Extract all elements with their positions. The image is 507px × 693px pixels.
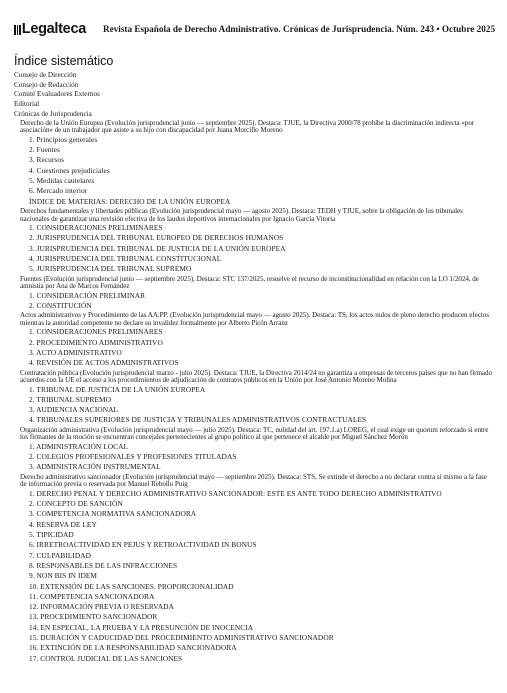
- page-title: Índice sistemático: [14, 54, 114, 68]
- toc-item[interactable]: 1. DERECHO PENAL Y DERECHO ADMINISTRATIVO SANCIONADOR: ESTE ES ANTE TODO DERECHO ADMINISTRATIVO: [29, 488, 442, 498]
- toc-item[interactable]: 10. EXTENSIÓN DE LAS SANCIONES. PROPORCIONALIDAD: [29, 581, 234, 591]
- chronicle-section: [14, 120, 494, 207]
- chronicle-link[interactable]: Derechos fundamentales y libertades públicas (Evolución jurisprudencial mayo — agosto 2025). Destaca: TEDH y TJUE, sobre la obligación de los tribunales nacionales de garantizar una revisión efectiva de los laudos deportivos internacionales por Ignacio García Vitoria: [20, 207, 463, 223]
- toc-item[interactable]: 4. RESERVA DE LEY: [29, 519, 97, 529]
- toc-item[interactable]: 1. ADMINISTRACIÓN LOCAL: [29, 441, 129, 451]
- toc-item[interactable]: 4. REVISIÓN DE ACTOS ADMINISTRATIVOS: [29, 358, 179, 368]
- chronicle-sections: [14, 120, 494, 664]
- link-comite-evaluadores[interactable]: Comité Evaluadores Externos: [14, 90, 100, 99]
- toc-item[interactable]: 3. AUDIENCIA NACIONAL: [29, 405, 119, 415]
- toc-item[interactable]: 12. INFORMACIÓN PREVIA O RESERVADA: [29, 602, 174, 612]
- toc-item[interactable]: 13. PROCEDIMIENTO SANCIONADOR: [29, 612, 158, 622]
- index-content: [14, 52, 494, 664]
- toc-item[interactable]: 9. NON BIS IN IDEM: [29, 571, 98, 581]
- toc-item[interactable]: 8. RESPONSABLES DE LAS INFRACCIONES: [29, 560, 178, 570]
- toc-item[interactable]: 3. ADMINISTRACIÓN INSTRUMENTAL: [29, 462, 161, 472]
- toc-item[interactable]: 17. CONTROL JUDICIAL DE LAS SANCIONES: [29, 653, 183, 663]
- chronicle-link[interactable]: Fuentes (Evolución jurisprudencial junio — septiembre 2025). Destaca: STC 137/2025, resuelve el recurso de inconstitucionalidad en relación con la LO 1/2024, de amnistía por Ana de Marcos Fernández: [20, 274, 479, 291]
- chronicle-section: [14, 474, 494, 664]
- logo-text: Legalteca: [21, 21, 86, 37]
- chronicle-link[interactable]: Actos administrativos y Procedimiento de las AA.PP. (Evolución jurisprudencial mayo — agosto 2025). Destaca: TS, los actos nulos de pleno derecho producen efectos mientras la autoridad competente no declare su invalidez formalmente por Alberto Picón Arranz: [20, 311, 489, 327]
- toc-item[interactable]: 3. JURISPRUDENCIA DEL TRIBUNAL DE JUSTICIA DE LA UNIÓN EUROPEA: [29, 243, 286, 253]
- logo-bars-icon: [14, 23, 21, 35]
- toc-item[interactable]: 2. PROCEDIMIENTO ADMINISTRATIVO: [29, 337, 163, 347]
- toc-item[interactable]: 1. CONSIDERACIONES PRELIMINARES: [29, 222, 163, 232]
- toc-item[interactable]: 1. CONSIDERACIÓN PRELIMINAR: [29, 290, 146, 300]
- toc-item[interactable]: 14. EN ESPECIAL, LA PRUEBA Y LA PRESUNCIÓN DE INOCENCIA: [29, 622, 254, 632]
- chronicle-link[interactable]: Derecho de la Unión Europea (Evolución jurisprudencial junio — septiembre 2025). Destaca: TJUE, la Directiva 2000/78 prohíbe la discriminación indirecta «por asociación» de un trabajador que asiste a su hijo con discapacidad por Juana Morcillo Moreno: [20, 118, 475, 135]
- link-consejo-direccion[interactable]: Consejo de Dirección: [14, 71, 77, 79]
- chronicle-section: [14, 312, 494, 368]
- link-cronicas-jurisprudencia[interactable]: Crónicas de Jurisprudencia: [14, 109, 92, 118]
- toc-item[interactable]: 2. Fuentes: [29, 145, 60, 155]
- chronicle-section: [14, 208, 494, 274]
- chronicle-section: [14, 427, 494, 473]
- toc-item[interactable]: 1. CONSIDERACIONES PRELIMINARES: [29, 327, 163, 337]
- toc-item[interactable]: 3. Recursos: [29, 155, 65, 165]
- toc-item[interactable]: 15. DURACIÓN Y CADUCIDAD DEL PROCEDIMIENTO ADMINISTRATIVO SANCIONADOR: [29, 632, 334, 642]
- toc-item[interactable]: 11. COMPETENCIA SANCIONADORA: [29, 591, 155, 601]
- toc-item[interactable]: 16. EXTINCIÓN DE LA RESPONSABILIDAD SANCIONADORA: [29, 643, 237, 653]
- toc-item[interactable]: 5. TIPICIDAD: [29, 530, 74, 540]
- toc-item[interactable]: 2. CONSTITUCIÓN: [29, 300, 92, 310]
- chronicle-link[interactable]: Contratación pública (Evolución jurisprudencial marzo - julio 2025). Destaca: TJUE, la Directiva 2014/24 no garantiza a empresas de terceros países que no han firmado acuerdos con la UE el acceso a los procedimientos de adjudicación de contratos públicos en la Unión por José Antonio Moreno Molina: [20, 368, 493, 385]
- journal-title: Revista Española de Derecho Administrativo. Crónicas de Jurisprudencia. Núm. 243 • Octubre 2025: [102, 24, 496, 34]
- toc-item[interactable]: 2. TRIBUNAL SUPREMO: [29, 394, 112, 404]
- toc-item[interactable]: 4. Cuestiones prejudiciales: [29, 165, 110, 175]
- toc-item[interactable]: 4. JURISPRUDENCIA DEL TRIBUNAL CONSTITUCIONAL: [29, 253, 222, 263]
- page-header: [14, 21, 494, 37]
- toc-item[interactable]: 7. CULPABILIDAD: [29, 550, 92, 560]
- legalteca-logo[interactable]: [14, 21, 86, 37]
- toc-item[interactable]: 4. TRIBUNALES SUPERIORES DE JUSTICIA Y TRIBUNALES ADMINISTRATIVOS CONTRACTUALES: [29, 415, 367, 425]
- toc-item[interactable]: 3. COMPETENCIA NORMATIVA SANCIONADORA: [29, 509, 197, 519]
- toc-item[interactable]: 2. JURISPRUDENCIA DEL TRIBUNAL EUROPEO DE DERECHOS HUMANOS: [29, 233, 284, 243]
- chronicle-section: [14, 276, 494, 311]
- link-editorial[interactable]: Editorial: [14, 100, 40, 109]
- link-consejo-redaccion[interactable]: Consejo de Redacción: [14, 80, 79, 89]
- top-links: [14, 71, 494, 119]
- toc-item[interactable]: 1. TRIBUNAL DE JUSTICIA DE LA UNIÓN EUROPEA: [29, 384, 206, 394]
- toc-item[interactable]: ÍNDICE DE MATERIAS: DERECHO DE LA UNIÓN EUROPEA: [29, 196, 231, 206]
- toc-item[interactable]: 3. ACTO ADMINISTRATIVO: [29, 347, 122, 357]
- toc-item[interactable]: 1. Principios generales: [29, 134, 98, 144]
- toc-item[interactable]: 6. IRRETROACTIVIDAD EN PEJUS Y RETROACTIVIDAD IN BONUS: [29, 540, 257, 550]
- toc-item[interactable]: 5. JURISPRUDENCIA DEL TRIBUNAL SUPREMO: [29, 264, 192, 274]
- toc-item[interactable]: 2. COLEGIOS PROFESIONALES Y PROFESIONES TITULADAS: [29, 452, 237, 462]
- toc-item[interactable]: 5. Medidas cautelares: [29, 175, 95, 185]
- chronicle-section: [14, 370, 494, 426]
- toc-item[interactable]: 6. Mercado interior: [29, 186, 88, 196]
- chronicle-link[interactable]: Derecho administrativo sancionador (Evolución jurisprudencial mayo — septiembre 2025). Destaca: STS, Se extinde el derecho a no declarar contra sí mismo a la fase de información previa o reservada por Manuel Rebollo Puig: [20, 473, 487, 489]
- chronicle-link[interactable]: Organización administrativa (Evolución jurisprudencial mayo — julio 2025). Destaca: TC, nulidad del art. 197.1.a) LOREG, el cual exige un quorum reforzado si entre los firmantes de la moción se encuentran concejales pertenecientes al grupo político al que pertenece el alcalde por Miguel Sánchez Morón: [20, 426, 489, 442]
- toc-item[interactable]: 2. CONCEPTO DE SANCIÓN: [29, 499, 123, 509]
